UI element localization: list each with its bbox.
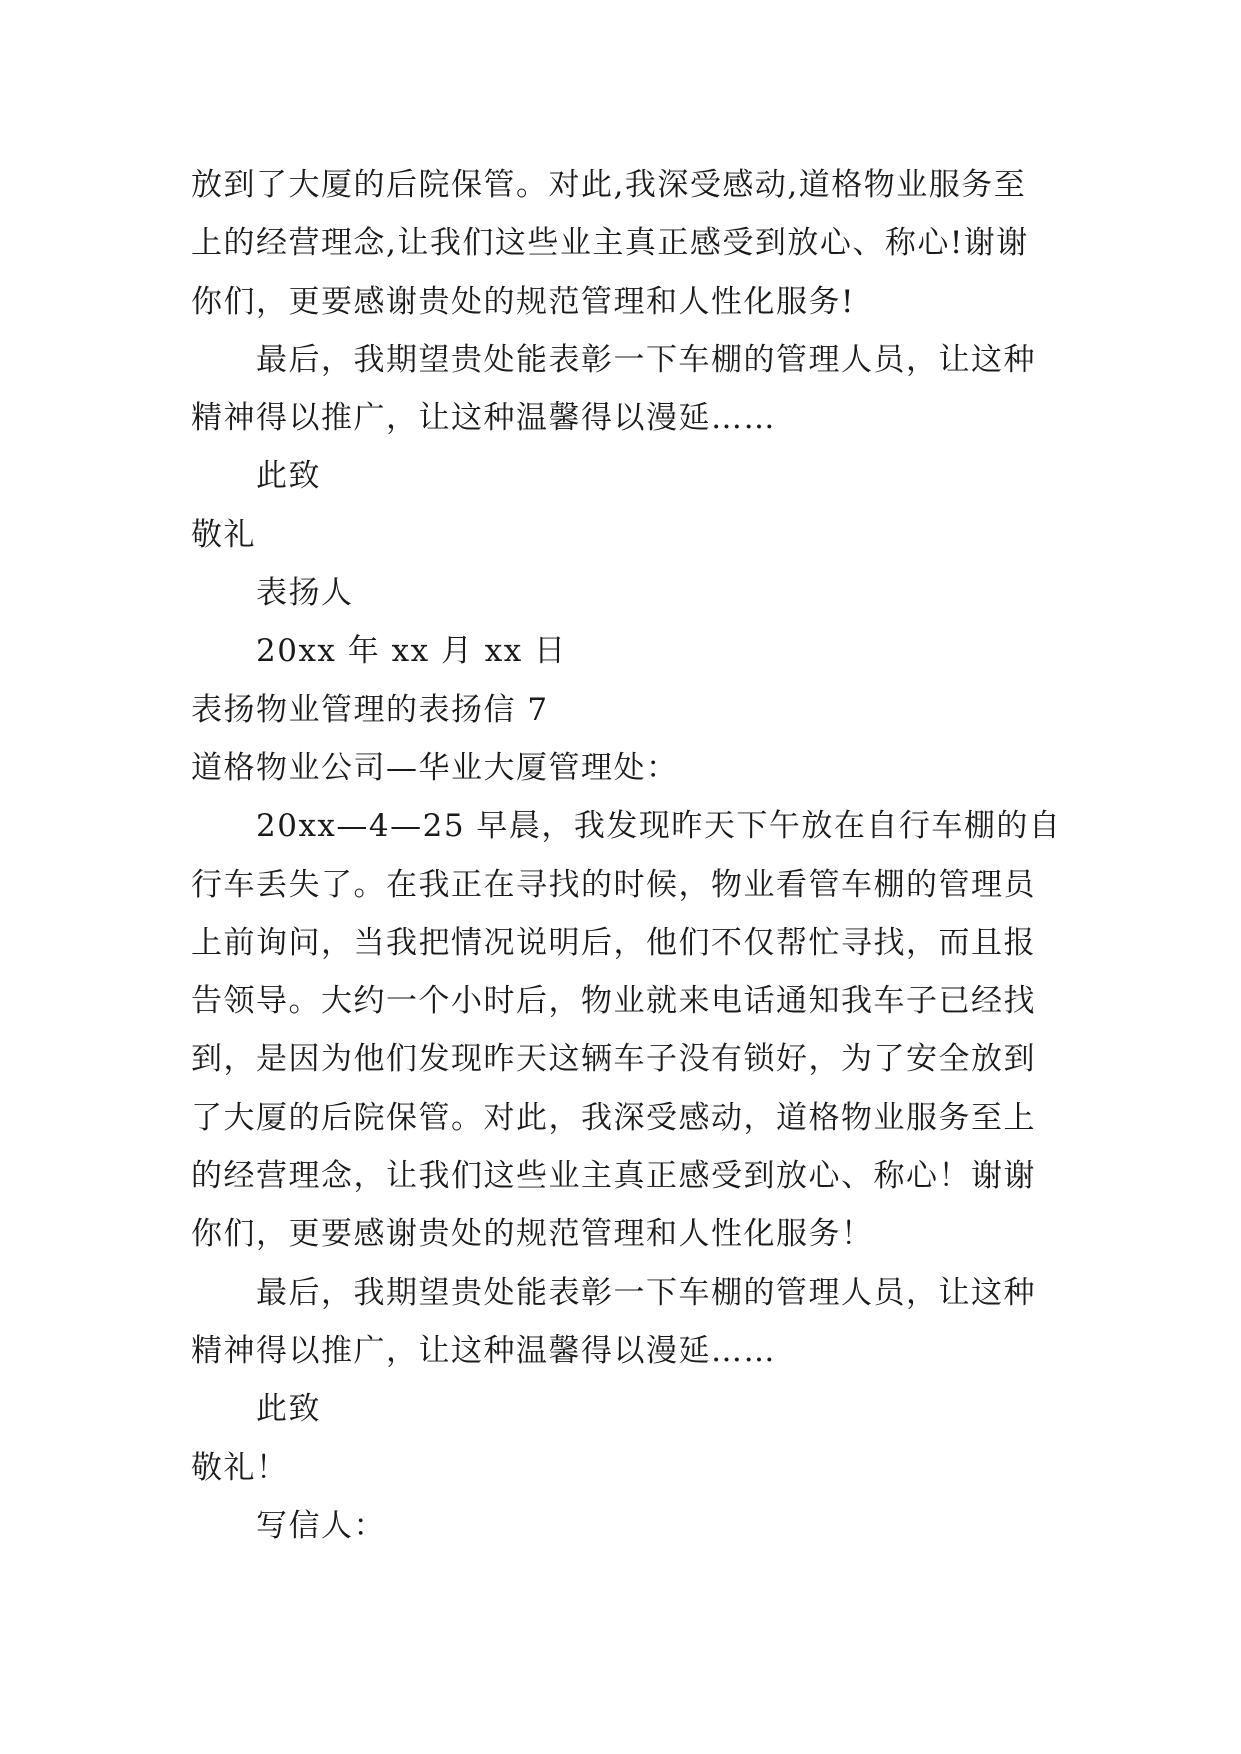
text-line: 精神得以推广，让这种温馨得以漫延……: [191, 1332, 776, 1369]
text-line: 上前询问，当我把情况说明后，他们不仅帮忙寻找，而且报: [191, 924, 1036, 961]
text-line: 告领导。大约一个小时后，物业就来电话通知我车子已经找: [191, 983, 1036, 1020]
letter-body: [191, 156, 1061, 1555]
text-line: 你们，更要感谢贵处的规范管理和人性化服务！: [191, 1216, 874, 1253]
text-line: 到，是因为他们发现昨天这辆车子没有锁好，为了安全放到: [191, 1041, 1036, 1078]
text-line: 精神得以推广，让这种温馨得以漫延……: [191, 400, 776, 437]
text-line: 行车丢失了。在我正在寻找的时候，物业看管车棚的管理员: [191, 866, 1036, 903]
text-line: 20xx—4—25 早晨，我发现昨天下午放在自行车棚的自: [256, 808, 1062, 845]
closing-regards: 敬礼！: [191, 1449, 289, 1486]
text-line: 最后，我期望贵处能表彰一下车棚的管理人员，让这种: [256, 341, 1036, 378]
text-line: 了大厦的后院保管。对此，我深受感动，道格物业服务至上: [191, 1099, 1036, 1136]
text-line: 你们，更要感谢贵处的规范管理和人性化服务!: [191, 283, 855, 320]
closing-regards: 敬礼: [191, 516, 256, 553]
signature-label: 写信人：: [256, 1507, 386, 1544]
closing-salutation: 此致: [256, 458, 321, 495]
section-title: 表扬物业管理的表扬信 7: [191, 691, 549, 728]
closing-salutation: 此致: [256, 1391, 321, 1428]
text-line: 上的经营理念,让我们这些业主真正感受到放心、称心!谢谢: [191, 225, 1029, 262]
text-line: 放到了大厦的后院保管。对此,我深受感动,道格物业服务至: [191, 167, 1027, 203]
recipient: 道格物业公司—华业大厦管理处：: [191, 749, 679, 786]
signature-label: 表扬人: [256, 575, 354, 612]
text-line: 最后，我期望贵处能表彰一下车棚的管理人员，让这种: [256, 1274, 1036, 1311]
text-line: 的经营理念，让我们这些业主真正感受到放心、称心！谢谢: [191, 1158, 1036, 1195]
letter-date: 20xx 年 xx 月 xx 日: [256, 633, 567, 670]
